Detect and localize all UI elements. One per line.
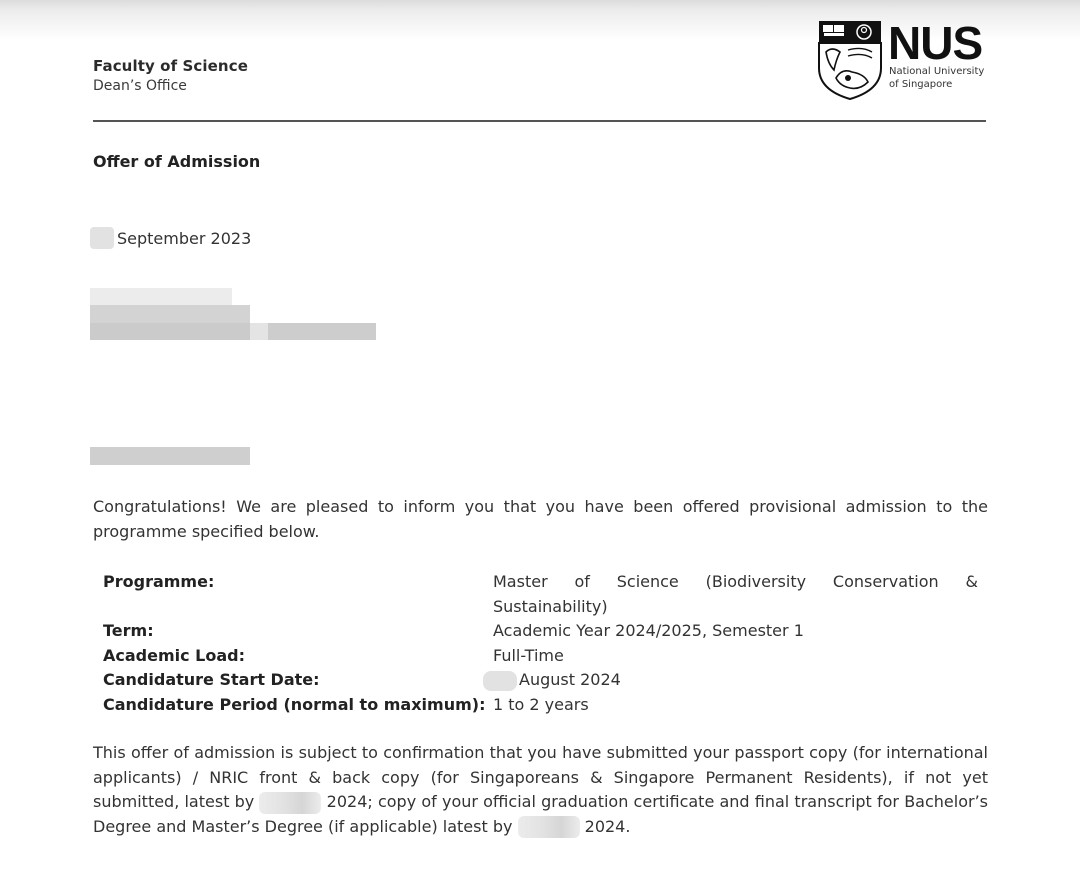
redacted-day — [90, 227, 114, 249]
header-divider — [93, 120, 986, 122]
letter-title: Offer of Admission — [93, 152, 261, 171]
nus-wordmark: NUS — [888, 17, 983, 69]
office-name: Dean’s Office — [93, 78, 187, 94]
start-date-value — [483, 668, 968, 693]
programme-row-continued — [103, 595, 983, 620]
redacted-deadline-2 — [518, 816, 580, 838]
candidature-period-value: 1 to 2 years — [493, 694, 589, 714]
letter-date — [90, 227, 251, 249]
programme-row — [103, 570, 983, 595]
academic-load-value: Full-Time — [493, 645, 564, 665]
letter-date-text: September 2023 — [117, 228, 252, 248]
nus-subtitle-line1: National University — [889, 66, 985, 77]
nus-subtitle-line2: of Singapore — [889, 79, 953, 90]
nus-logo — [818, 17, 998, 102]
conditions-paragraph — [93, 741, 988, 839]
candidature-period-label: Candidature Period (normal to maximum): — [103, 694, 486, 714]
conditions-text-1: This offer of admission is subject to confirmation that you have submitted your passport copy (for international applicants) / NRIC front & back copy (for Singaporeans & Singapore Permanent Residents), if not yet submitted, latest by — [93, 743, 988, 811]
start-date-text: August 2024 — [519, 670, 621, 690]
term-row — [103, 619, 983, 644]
redacted-start-day — [483, 671, 517, 691]
programme-label: Programme: — [103, 572, 215, 591]
academic-load-row — [103, 644, 983, 669]
nus-subtitle — [889, 65, 999, 91]
intro-paragraph: Congratulations! We are pleased to inform you that you have been offered provisional admission to the programme specified below. — [93, 497, 988, 541]
conditions-text-2: 2024; copy of your official graduation certificate and final transcript for Bachelor’s Degree and Master’s Degree (if applicable) latest by — [93, 792, 988, 836]
redacted-deadline-1 — [259, 792, 321, 814]
candidature-period-row — [103, 693, 983, 718]
programme-details — [103, 570, 983, 718]
nus-crest-icon — [818, 20, 882, 100]
faculty-name: Faculty of Science — [93, 57, 248, 75]
programme-value-line2: Sustainability) — [493, 596, 608, 616]
conditions-text-3: 2024. — [579, 816, 631, 836]
term-value: Academic Year 2024/2025, Semester 1 — [493, 621, 804, 641]
start-date-row — [103, 668, 983, 693]
programme-value-line1: Master of Science (Biodiversity Conservation & — [493, 572, 978, 591]
academic-load-label: Academic Load: — [103, 645, 246, 665]
start-date-label: Candidature Start Date: — [103, 670, 320, 690]
term-label: Term: — [103, 621, 154, 641]
